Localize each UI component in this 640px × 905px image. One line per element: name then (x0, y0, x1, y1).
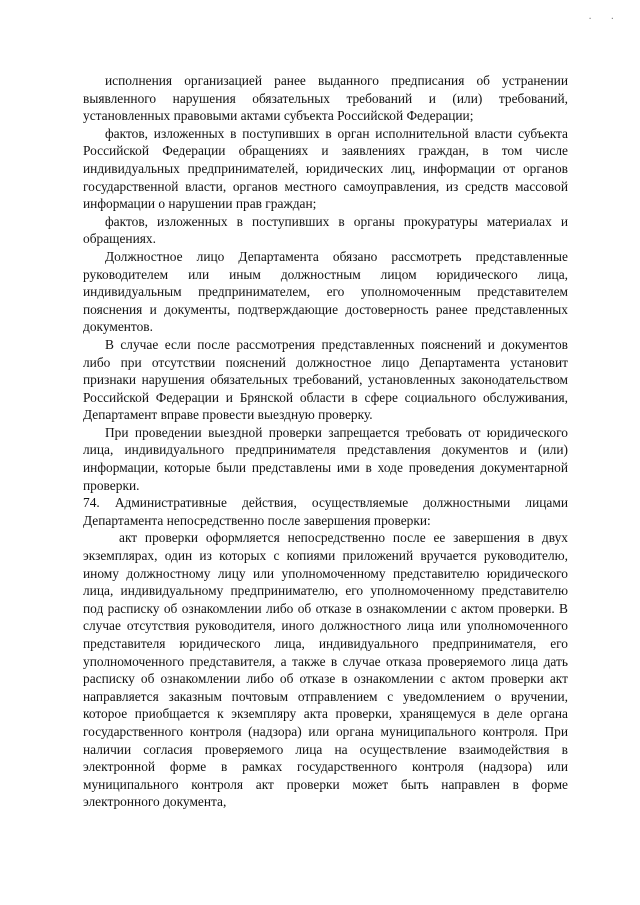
paragraph-6: При проведении выездной проверки запрещается требовать от юридического лица, индивидуального предпринимателя представления документов и (или) информации, которые были представлены ими в ходе проведения документарной проверки. (83, 424, 568, 493)
paragraph-1: исполнения организацией ранее выданного предписания об устранении выявленного нарушения обязательных требований и (или) требований, установленных правовыми актами субъекта Российской Федерации; (83, 73, 568, 124)
corner-mark: · · (588, 14, 622, 25)
paragraph-3: фактов, изложенных в поступивших в органы прокуратуры материалах и обращениях. (83, 213, 568, 247)
section-74-heading: 74. Административные действия, осуществляемые должностными лицами Департамента непосредственно после завершения проверки: (83, 495, 568, 528)
paragraph-act-of-inspection: акт проверки оформляется непосредственно после ее завершения в двух экземплярах, один из которых с копиями приложений вручается руководителю, иному должностному лицу или уполномоченному представителю юридического лица, индивидуальному предпринимателю, его уполномоченному представителю под расписку об ознакомлении либо об отказе в ознакомлении с актом проверки. В случае отсутствия руководителя, иного должностного лица или уполномоченного представителя юридического лица, индивидуального предпринимателя, его уполномоченного представителя, а также в случае отказа проверяемого лица дать расписку об ознакомлении либо об отказе в ознакомлении с актом проверки акт направляется заказным почтовым отправлением с уведомлением о вручении, которое приобщается к экземпляру акта проверки, хранящемуся в деле органа государственного контроля (надзора) или органа муниципального контроля. При наличии согласия проверяемого лица на осуществление взаимодействия в электронной форме в рамках государственного контроля (надзора) или муниципального контроля акт проверки может быть направлен в форме электронного документа, (83, 530, 568, 810)
document-page (83, 72, 568, 811)
paragraph-2: фактов, изложенных в поступивших в орган исполнительной власти субъекта Российской Федерации обращениях и заявлениях граждан, в том числе индивидуальных предпринимателей, юридических лиц, информации от органов государственной власти, органов местного самоуправления, из средств массовой информации о нарушении прав граждан; (83, 125, 568, 212)
paragraph-5: В случае если после рассмотрения представленных пояснений и документов либо при отсутствии пояснений должностное лицо Департамента установит признаки нарушения обязательных требований, установленных законодательством Российской Федерации и Брянской области в сфере социального обслуживания, Департамент вправе провести выездную проверку. (83, 336, 568, 423)
paragraph-4: Должностное лицо Департамента обязано рассмотреть представленные руководителем или иным должностным лицом юридического лица, индивидуальным предпринимателем, его уполномоченным представителем пояснения и документы, подтверждающие достоверность ранее представленных документов. (83, 248, 568, 335)
